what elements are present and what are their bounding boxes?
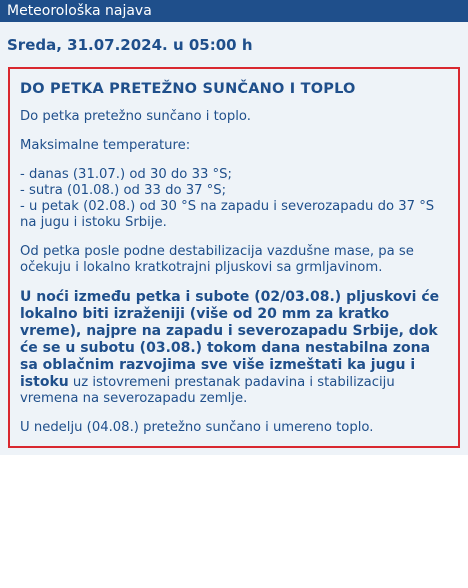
section-header: Meteorološka najava (0, 0, 468, 22)
issue-date: Sreda, 31.07.2024. u 05:00 h (0, 22, 468, 67)
max-temp-label: Maksimalne temperature: (20, 138, 191, 153)
storm-warning-bold: U noći između petka i subote (02/03.08.) pljuskovi će lokalno biti izraženiji (više od 20 mm za kratko vreme), najpre na zapadu i severozapadu Srbije, dok će se u subotu (03.08.) tokom dana nestabilna zona sa oblačnim razvojima sve više izmeštati ka jugu i istoku (20, 289, 440, 390)
content-area (0, 67, 468, 455)
temperature-list (20, 167, 448, 231)
temp-item-tomorrow: - sutra (01.08.) od 33 do 37 °S; (20, 183, 227, 198)
storm-warning (20, 289, 448, 407)
forecast-box (8, 67, 460, 448)
temp-item-friday: - u petak (02.08.) od 30 °S na zapadu i severozapadu do 37 °S na jugu i istoku Srbije. (20, 199, 435, 230)
sunday-forecast: U nedelju (04.08.) pretežno sunčano i umereno toplo. (20, 420, 374, 435)
destabilization-text: Od petka posle podne destabilizacija vazdušne mase, pa se očekuju i lokalno kratkotrajni pljuskovi sa grmljavinom. (20, 244, 414, 275)
storm-warning-rest: uz istovremeni prestanak padavina i stabilizaciju vremena na severozapadu zemlje. (20, 375, 395, 406)
forecast-intro: Do petka pretežno sunčano i toplo. (20, 109, 251, 124)
temp-item-today: - danas (31.07.) od 30 do 33 °S; (20, 167, 232, 182)
forecast-headline: DO PETKA PRETEŽNO SUNČANO I TOPLO (20, 81, 356, 97)
